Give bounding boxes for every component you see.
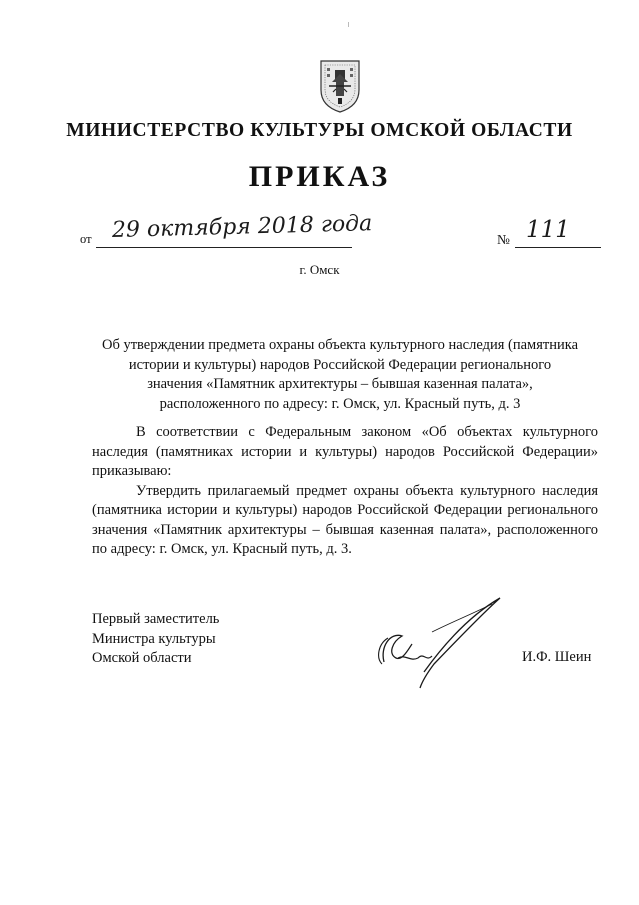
number-underline (515, 247, 601, 248)
handwritten-number: 111 (526, 217, 570, 243)
document-type: ПРИКАЗ (248, 160, 391, 193)
order-body (92, 423, 598, 560)
signer-name: И.Ф. Шеин (522, 649, 592, 665)
ministry-name: МИНИСТЕРСТВО КУЛЬТУРЫ ОМСКОЙ ОБЛАСТИ (66, 120, 573, 141)
handwritten-date: 29 октября 2018 года (111, 211, 373, 243)
signature-icon (362, 592, 512, 692)
subject-line: значения «Памятник архитектуры – бывшая казенная палата», (147, 376, 533, 392)
subject-line: Об утверждении предмета охраны объекта культурного наследия (памятника (101, 337, 579, 353)
number-prefix-label: № (497, 232, 510, 247)
subject-line: истории и культуры) народов Российской Федерации регионального (128, 356, 552, 373)
position-line: Министра культуры (92, 630, 216, 647)
date-underline (96, 247, 352, 248)
scan-mark (348, 22, 349, 27)
position-line: Омской области (92, 650, 192, 666)
coat-of-arms-icon (318, 58, 362, 114)
date-prefix-label: от (80, 232, 92, 246)
order-paragraph: Утвердить прилагаемый предмет охраны объекта культурного наследия (памятника истории и культуры) народов Российской Федерации регионального значения «Памятник архитектуры – бывшая казенная палата», расположенного по адресу: г. Омск, ул. Красный путь, д. 3. (92, 482, 598, 557)
subject-line: расположенного по адресу: г. Омск, ул. Красный путь, д. 3 (159, 395, 521, 412)
order-subject (60, 336, 620, 414)
signer-position (92, 610, 219, 669)
city-label: г. Омск (299, 262, 340, 277)
preamble-paragraph: В соответствии с Федеральным законом «Об объектах культурного наследия (памятниках истории и культуры) народов Российской Федерации» приказываю: (92, 424, 598, 479)
position-line: Первый заместитель (92, 611, 220, 627)
